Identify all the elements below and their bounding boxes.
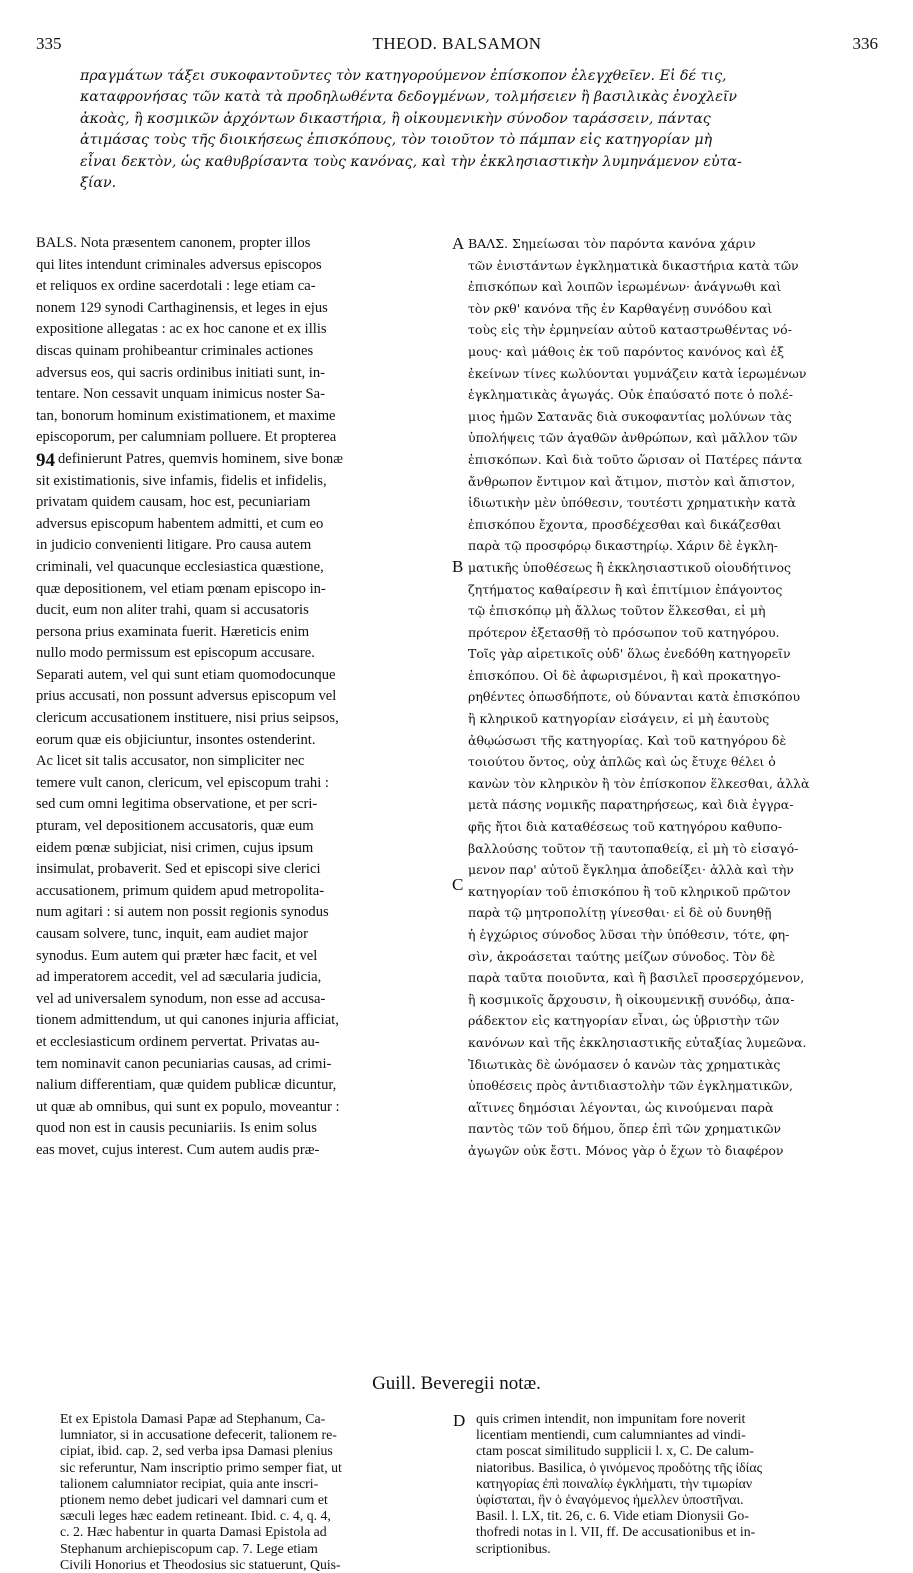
text-line: discas quinam prohibeantur criminales actiones bbox=[36, 342, 314, 359]
notes-right-column bbox=[476, 1411, 878, 1557]
note-line: scriptionibus. bbox=[476, 1540, 551, 1556]
text-line: ἀγωγῶν οὐκ ἔστι. Μόνος γὰρ ὁ ἔχων τὸ διαφέρον bbox=[468, 1142, 784, 1158]
page-header bbox=[36, 34, 878, 58]
text-line: μετὰ πάσης νομικῆς παρατηρήσεως, καὶ διὰ ἐγγρα- bbox=[468, 797, 794, 813]
text-line: ἰδιωτικὴν μὲν ὑπόθεσιν, τουτέστι χρηματικὴν κατὰ bbox=[468, 495, 796, 511]
page-number-left: 335 bbox=[36, 34, 62, 53]
text-line: καταφρονήσας τῶν κατὰ τὰ προδηλωθέντα δεδογμένων, τολμήσειεν ἢ βασιλικὰς ἐνοχλεῖν bbox=[80, 89, 738, 106]
text-line: ἀτιμάσας τοὺς τῆς διοικήσεως ἐπισκόπους, τὸν τοιοῦτον τὸ πάμπαν εἰς κατηγορίαν μὴ bbox=[80, 132, 713, 149]
text-line: παρὰ τῷ μητροπολίτῃ γίνεσθαι· εἰ δὲ οὐ δυνηθῇ bbox=[468, 905, 772, 921]
text-line: ἐπισκόπου ἔχοντα, προσδέχεσθαι καὶ δικάζεσθαι bbox=[468, 516, 782, 532]
text-line: κανόνων καὶ τῆς ἐκκλησιαστικῆς εὐταξίας λυμεῶνα. bbox=[468, 1034, 807, 1050]
text-line: ἐγκληματικὰς ἀγωγάς. Οὐκ ἐπαύσατό ποτε ὁ πολέ- bbox=[468, 387, 793, 403]
text-line: privatam quidem causam, hoc est, pecuniariam bbox=[36, 494, 311, 511]
note-line: niatoribus. Basilica, ὁ γινόμενος προδότης τῆς ἰδίας bbox=[476, 1459, 763, 1475]
text-line: πρότερον ἐξετασθῇ τὸ πρόσωπον τοῦ κατηγόρου. bbox=[468, 624, 780, 640]
note-line: cipiat, ibid. cap. 2, sed verba ipsa Damasi plenius bbox=[60, 1443, 333, 1459]
text-line: Separati autem, vel qui sunt etiam quomodocunque bbox=[36, 666, 336, 683]
text-line: ἐπισκόπων. Καὶ διὰ τοῦτο ὥρισαν οἱ Πατέρες πάντα bbox=[468, 451, 803, 467]
text-line: in judicio convenienti litigare. Pro causa autem bbox=[36, 537, 312, 554]
text-line: pturam, vel depositionem accusatoris, quæ eum bbox=[36, 818, 314, 835]
text-line: adversus episcopum habentem admitti, et cum eo bbox=[36, 515, 324, 532]
text-line: causam solvere, tunc, inquit, eam audiet major bbox=[36, 926, 308, 942]
text-line: φῆς ἤτοι διὰ καταθέσεως τοῦ κατηγόρου καθυπο- bbox=[468, 819, 783, 835]
text-line: nonem 129 synodi Carthaginensis, et leges in ejus bbox=[36, 299, 328, 316]
text-line: tionem admittendum, ut qui canones injuria afficiat, bbox=[36, 1012, 339, 1029]
note-line: Civili Honorius et Theodosius sic statuerunt, Quis- bbox=[60, 1556, 341, 1572]
text-line: episcoporum, per calumniam polluere. Et propterea bbox=[36, 429, 337, 446]
text-line: persona prius examinata fuerit. Hæreticis enim bbox=[36, 623, 310, 640]
text-line: πραγμάτων τάξει συκοφαντοῦντες τὸν κατηγορούμενον ἐπίσκοπον ἐλεγχθεῖεν. Εἰ δέ τις, bbox=[80, 68, 727, 84]
note-line: κατηγορίας ἐπὶ ποιναλίῳ ἐγκλήματι, τὴν τιμωρίαν bbox=[476, 1475, 753, 1491]
text-line: quod non est in causis pecuniariis. Is enim solus bbox=[36, 1120, 317, 1137]
text-line: βαλλούσης τοῦτον τῇ ταυτοπαθείᾳ, εἰ μὴ τὸ εἰσαγό- bbox=[468, 840, 799, 856]
text-line: definierunt Patres, quemvis hominem, sive bonæ bbox=[58, 450, 343, 467]
note-line: ptionem nemo debet judicari vel damnari cum et bbox=[60, 1491, 328, 1507]
text-line: vel ad universalem synodum, non esse ad accusa- bbox=[36, 990, 326, 1007]
note-line: thofredi notas in l. VII, ff. De accusationibus et in- bbox=[476, 1524, 756, 1540]
text-line: qui lites intendunt criminales adversus episcopos bbox=[36, 256, 322, 273]
section-marker-a: A bbox=[452, 234, 465, 253]
note-line: ὑφίσταται, ἣν ὁ ἐναγόμενος ἠμελλεν ὑποστῆναι. bbox=[476, 1491, 744, 1507]
note-line: lumniator, si in accusatione defecerit, talionem re- bbox=[60, 1427, 337, 1443]
text-line: παρὰ τῷ προσφόρῳ δικαστηρίῳ. Χάριν δὲ ἐγκλη- bbox=[468, 538, 778, 554]
text-line: insimulat, probaverit. Sed et episcopi sive clerici bbox=[36, 861, 321, 878]
text-line: εἶναι δεκτὸν, ὡς καθυβρίσαντα τοὺς κανόνας, καὶ τὴν ἐκκλησιαστικὴν λυμηνάμενον εὐτα- bbox=[80, 153, 742, 170]
text-line: eorum quæ eis objiciuntur, insontes ostenderint. bbox=[36, 731, 316, 748]
section-marker-b: B bbox=[452, 557, 464, 576]
text-line: ἀκοὰς, ἢ κοσμικῶν ἀρχόντων δικαστήρια, ἢ οἰκουμενικὴν σύνοδον ταράσσειν, πάντας bbox=[80, 110, 711, 127]
note-line: sic referuntur, Nam inscriptio primo semper fiat, ut bbox=[60, 1459, 342, 1475]
note-line: quis crimen intendit, non impunitam fore noverit bbox=[476, 1411, 746, 1426]
text-line: nalium differentiam, quæ quidem publicæ dicuntur, bbox=[36, 1077, 337, 1094]
text-line: τοὺς εἰς τὴν ἑρμηνείαν αὐτοῦ καταστρωθέντας νό- bbox=[468, 322, 792, 338]
text-line: τῷ ἐπισκόπῳ μὴ ἄλλως τοῦτον ἕλκεσθαι, εἰ μὴ bbox=[468, 603, 766, 619]
text-line: Ac licet sit talis accusator, non simpliciter nec bbox=[36, 753, 305, 770]
text-line: ὑποθέσεις πρὸς ἀντιδιαστολὴν τῶν ἐγκληματικῶν, bbox=[468, 1078, 794, 1094]
note-line: talionem calumniator recipiat, quia ante inscri- bbox=[60, 1475, 319, 1491]
text-line: ἢ κοσμικοῖς ἄρχουσιν, ἢ οἰκουμενικῇ συνόδῳ, ἀπα- bbox=[468, 991, 795, 1007]
section-marker-d: D bbox=[453, 1411, 466, 1430]
text-line: accusationem, primum quidem apud metropolita- bbox=[36, 882, 325, 899]
text-line: et ecclesiasticum ordinem pervertat. Privatas au- bbox=[36, 1033, 320, 1050]
text-line: μιος ἡμῶν Σατανᾶς διὰ συκοφαντίας μολύνων τὰς bbox=[468, 408, 792, 424]
running-title: THEOD. BALSAMON bbox=[372, 34, 542, 53]
text-line: ράδεκτον εἰς κατηγορίαν εἶναι, ὡς ὑβριστὴν τῶν bbox=[468, 1013, 780, 1029]
note-line: Stephanum archiepiscopum cap. 7. Lege etiam bbox=[60, 1540, 318, 1556]
text-line: ἐπισκόπου. Οἱ δὲ ἀφωρισμένοι, ἢ καὶ προκατηγο- bbox=[468, 667, 781, 683]
note-line: ctam poscat similitudo supplicii l. x, C. De calum- bbox=[476, 1443, 754, 1459]
text-line: clericum accusationem instituere, nisi prius seipsos, bbox=[36, 710, 339, 727]
text-line: BALS. Nota præsentem canonem, propter illos bbox=[36, 235, 311, 251]
text-line: synodus. Eum autem qui præter hæc facit, et vel bbox=[36, 947, 318, 964]
note-line: licentiam mentiendi, cum calumniantes ad vindi- bbox=[476, 1427, 746, 1443]
text-line: adversus eos, qui sacris ordinibus initiati sunt, in- bbox=[36, 364, 326, 381]
text-line: ἐκείνων τίνες κωλύονται γυμνάζειν κατὰ ἱερωμένων bbox=[468, 365, 807, 381]
text-line: tan, bonorum hominum existimationem, et maxime bbox=[36, 407, 336, 424]
text-line: quæ depositionem, vel etiam pœnam episcopo in- bbox=[36, 580, 326, 597]
text-line: tem nominavit canon pecuniarias causas, ad crimi- bbox=[36, 1055, 332, 1072]
text-line: ξίαν. bbox=[80, 175, 117, 192]
page-number-right: 336 bbox=[852, 34, 878, 53]
text-line: ἡ ἐγχώριος σύνοδος λῦσαι τὴν ὑπόθεσιν, τότε, φη- bbox=[468, 927, 790, 942]
text-line: ἀθῳώσωσι τῆς κατηγορίας. Καὶ τοῦ κατηγόρου δὲ bbox=[468, 732, 787, 748]
notes-heading: Guill. Beveregii notæ. bbox=[372, 1373, 541, 1394]
text-line: prius accusati, non possunt adversus episcopum vel bbox=[36, 688, 337, 705]
text-line: ΒΑΛΣ. Σημείωσαι τὸν παρόντα κανόνα χάριν bbox=[468, 236, 756, 251]
text-line: τοιούτου ὄντος, οὐχ ἁπλῶς καὶ ὡς ἔτυχε θέλει ὁ bbox=[468, 754, 776, 770]
text-line: ἄνθρωπον ἔντιμον καὶ ἄτιμον, πιστὸν καὶ ἄπιστον, bbox=[468, 473, 796, 489]
text-line: ducit, eum non aliter trahi, quam si accusatoris bbox=[36, 602, 309, 619]
text-line: num agitari : si autem non possit regionis synodus bbox=[36, 904, 329, 921]
latin-commentary-column bbox=[36, 233, 448, 1162]
text-line: criminali, vel quacunque ecclesiastica quæstione, bbox=[36, 558, 324, 575]
text-line: μενον παρ' αὐτοῦ ἔγκλημα ἀποδείξει· ἀλλὰ καὶ τὴν bbox=[468, 862, 794, 878]
text-line: et reliquos ex ordine sacerdotali : lege etiam ca- bbox=[36, 278, 316, 295]
note-line: sæculi leges hæc eadem retineant. Ibid. c. 4, q. 4, bbox=[60, 1508, 331, 1524]
margin-page-reference: 94 bbox=[36, 450, 55, 471]
notes-left-column bbox=[60, 1411, 450, 1573]
text-line: expositione allegatas : ac ex hoc canone et ex illis bbox=[36, 321, 327, 338]
text-line: κανὼν τὸν κληρικὸν ἢ τὸν ἐπίσκοπον ἕλκεσθαι, ἀλλὰ bbox=[468, 775, 810, 791]
text-line: ρηθέντες ὁπωσδήποτε, οὐ δύνανται κατὰ ἐπισκόπου bbox=[468, 689, 801, 705]
text-line: ad imperatorem accedit, vel ad sæcularia judicia, bbox=[36, 969, 322, 986]
note-line: Et ex Epistola Damasi Papæ ad Stephanum, Ca- bbox=[60, 1411, 326, 1426]
greek-canon-text bbox=[80, 66, 880, 194]
text-line: ματικῆς ὑποθέσεως ἢ ἐκκλησιαστικοῦ οἱουδήτινος bbox=[468, 559, 792, 575]
text-line: σὶν, ἀκροάσεται ταύτης μείζων σύνοδος. Τὸν δὲ bbox=[468, 948, 776, 964]
text-line: ut quæ ab omnibus, qui sunt ex populo, moveantur : bbox=[36, 1098, 340, 1115]
text-line: μους· καὶ μάθοις ἐκ τοῦ παρόντος κανόνος καὶ ἐξ bbox=[468, 343, 785, 359]
text-line: eas movet, cujus interest. Cum autem audis præ- bbox=[36, 1141, 320, 1158]
text-line: nullo modo permissum est episcopum accusare. bbox=[36, 645, 315, 662]
text-line: κατηγορίαν τοῦ ἐπισκόπου ἢ τοῦ κληρικοῦ πρῶτον bbox=[468, 883, 791, 899]
text-line: παρὰ ταῦτα ποιοῦντα, καὶ ἢ βασιλεῖ προσερχόμενον, bbox=[468, 970, 805, 986]
text-line: Ἰδιωτικὰς δὲ ὠνόμασεν ὁ κανὼν τὰς χρηματικὰς bbox=[468, 1056, 781, 1072]
text-line: Τοῖς γὰρ αἱρετικοῖς οὐδ' ὅλως ἐνεδόθη κατηγορεῖν bbox=[468, 646, 791, 662]
text-line: τὸν ρκθ' κανόνα τῆς ἐν Καρθαγένῃ συνόδου καὶ bbox=[468, 300, 773, 316]
text-line: sit existimationis, sive infamis, fidelis et infidelis, bbox=[36, 472, 327, 489]
note-line: Basil. l. LX, tit. 26, c. 6. Vide etiam Dionysii Go- bbox=[476, 1508, 749, 1524]
text-line: temere vult canon, clericum, vel episcopum trahi : bbox=[36, 774, 329, 791]
text-line: αἵτινες δημόσιαι λέγονται, ὡς κινούμεναι παρὰ bbox=[468, 1099, 774, 1115]
text-line: tentare. Non cessavit unquam inimicus noster Sa- bbox=[36, 386, 325, 403]
text-line: ἢ κληρικοῦ κατηγορίαν εἰσάγειν, εἰ μὴ ἑαυτοὺς bbox=[468, 711, 770, 727]
text-line: ζητήματος καθαίρεσιν ἢ καὶ ἐπιτίμιον ἐπάγοντος bbox=[468, 581, 783, 597]
text-line: ὑπολήψεις τῶν ἀγαθῶν ἀνθρώπων, καὶ μᾶλλον τῶν bbox=[468, 430, 798, 446]
text-line: sed cum omni legitima observatione, et per scri- bbox=[36, 796, 318, 813]
text-line: eidem pœnæ subjiciat, nisi crimen, cujus ipsum bbox=[36, 839, 314, 856]
text-line: τῶν ἐνιστάντων ἐγκληματικὰ δικαστήρια κατὰ τῶν bbox=[468, 257, 799, 273]
note-line: c. 2. Hæc habentur in quarta Damasi Epistola ad bbox=[60, 1524, 327, 1540]
text-line: ἐπισκόπων καὶ λοιπῶν ἱερωμένων· ἀνάγνωθι καὶ bbox=[468, 279, 782, 295]
text-line: παντὸς τῶν τοῦ δήμου, ὅπερ ἐπὶ τῶν χρηματικῶν bbox=[468, 1121, 781, 1137]
greek-commentary-column bbox=[468, 233, 878, 1162]
section-marker-c: C bbox=[452, 875, 464, 894]
